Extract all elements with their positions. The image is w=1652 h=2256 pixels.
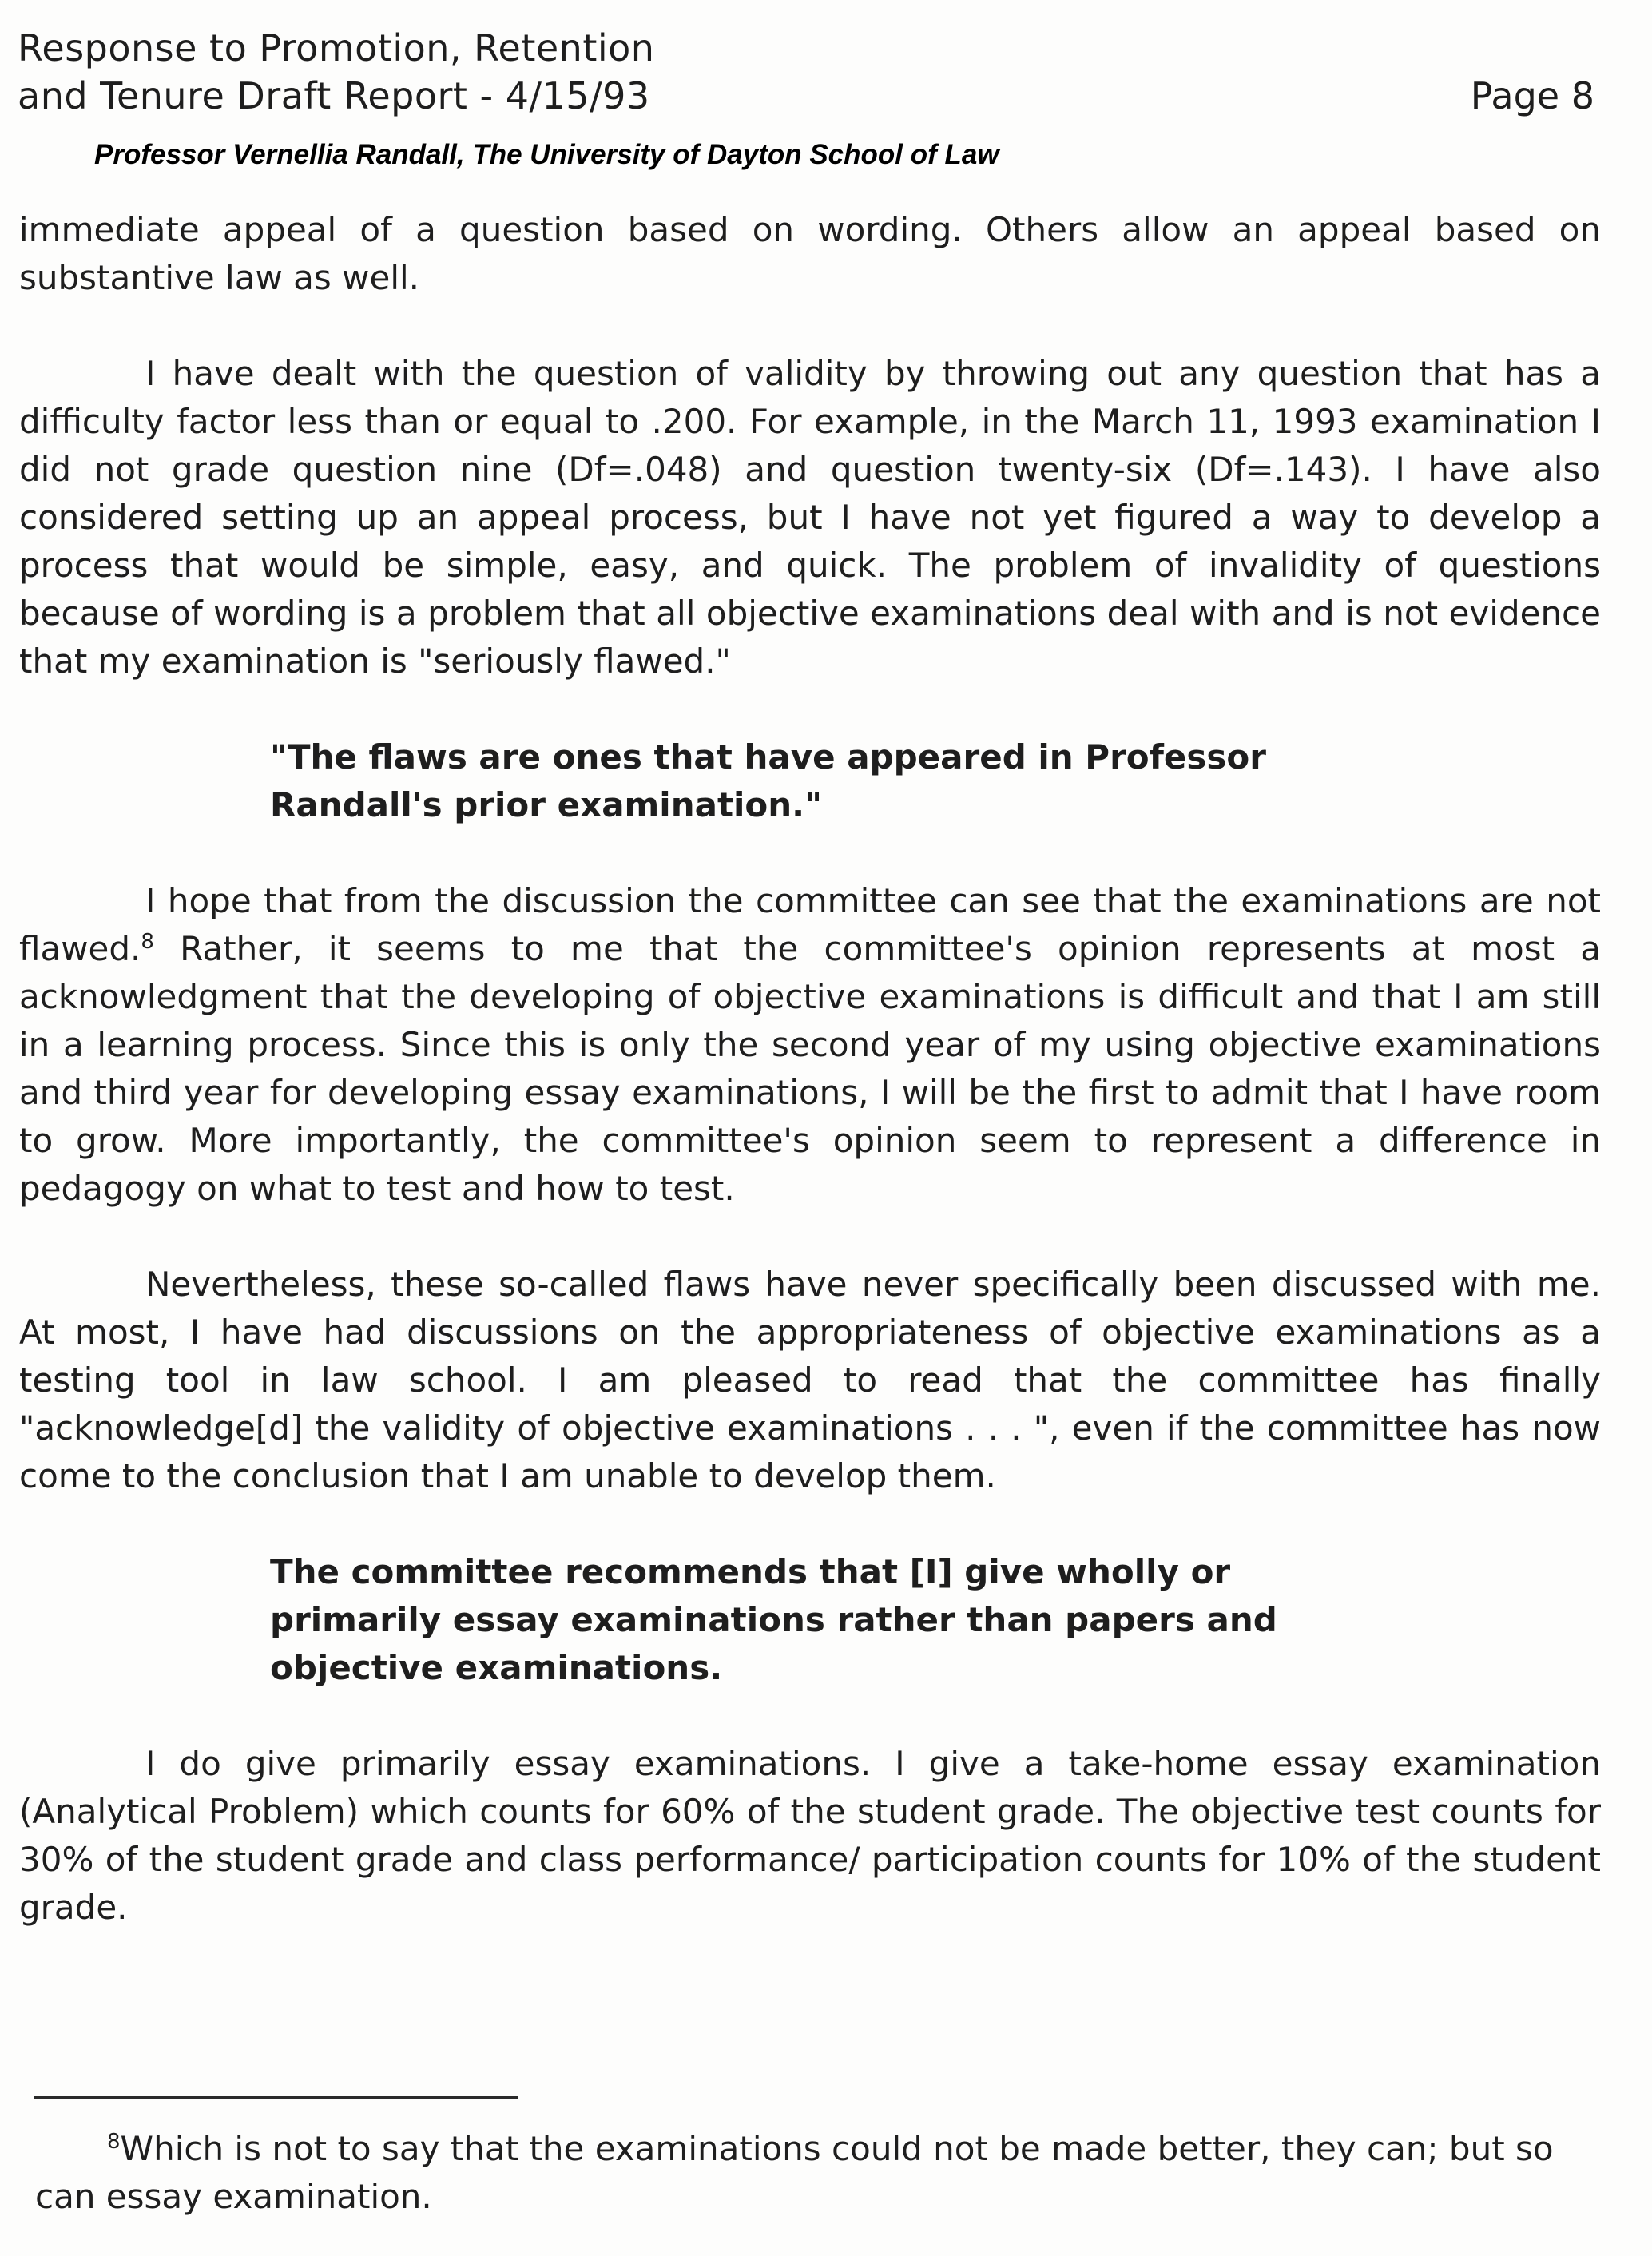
paragraph-5: I do give primarily essay examinations. I give a take-home essay examination (Analytical Problem) which counts for 60% of the student grade. The objective test counts for 30% of the student grade and class performance/ participation counts for 10% of the student grade. — [19, 1744, 1601, 1927]
paragraph-3 — [19, 877, 1601, 1213]
footnote-reference-8: 8 — [141, 930, 154, 954]
paragraph-4: Nevertheless, these so-called flaws have never specifically been discussed with me. At most, I have had discussions on the appropriateness of objective examinations as a testing tool in law school. I am pleased to read that the committee has finally "acknowledge[d] the validity of objective examinations . . . ", even if the committee has now come to the conclusion that I am unable to develop them. — [19, 1265, 1601, 1495]
footnote-text-container — [35, 2125, 1601, 2221]
footnote-marker: 8 — [107, 2130, 121, 2154]
header-title-line-2: and Tenure Draft Report - 4/15/93 — [18, 74, 650, 117]
paragraph-2: I have dealt with the question of validity by throwing out any question that has a difficulty factor less than or equal to .200. For example, in the March 11, 1993 examination I did not grade question nine (Df=.048) and question twenty-six (Df=.143). I have also considered setting up an appeal process, but I have not yet figured a way to develop a process that would be simple, easy, and quick. The problem of invalidity of questions because of wording is a problem that all objective examinations deal with and is not evidence that my examination is "seriously flawed." — [19, 354, 1601, 681]
header-title-line-1: Response to Promotion, Retention — [18, 26, 655, 70]
footnote-divider — [34, 2096, 518, 2099]
paragraph-1: immediate appeal of a question based on wording. Others allow an appeal based on substantive law as well. — [19, 210, 1601, 297]
paragraph-3-text-b: Rather, it seems to me that the committee's opinion represents at most a acknowledgment that the developing of objective examinations is difficult and that I am still in a learning process. Since this is only the second year of my using objective examinations and third year for developing essay examinations, I will be the first to admit that I have room to grow. More importantly, the committee's opinion seem to represent a difference in pedagogy on what to test and how to test. — [19, 929, 1601, 1208]
document-header — [18, 24, 654, 120]
document-body — [19, 206, 1601, 1932]
author-affiliation: Professor Vernellia Randall, The University of Dayton School of Law — [94, 139, 999, 170]
footnote-text: Which is not to say that the examinations could not be made better, they can; but so can essay examination. — [35, 2129, 1554, 2216]
footnote-8 — [35, 2125, 1601, 2221]
paragraph-3-text-a: I hope that from the discussion the committee can see that the examinations are not flawed. — [19, 881, 1601, 968]
quoted-recommendation: The committee recommends that [I] give wholly or primarily essay examinations rather than papers and objective examinations. — [270, 1552, 1277, 1687]
page-number: Page 8 — [1470, 74, 1594, 117]
quoted-finding-1: "The flaws are ones that have appeared in Professor Randall's prior examination." — [270, 737, 1266, 824]
